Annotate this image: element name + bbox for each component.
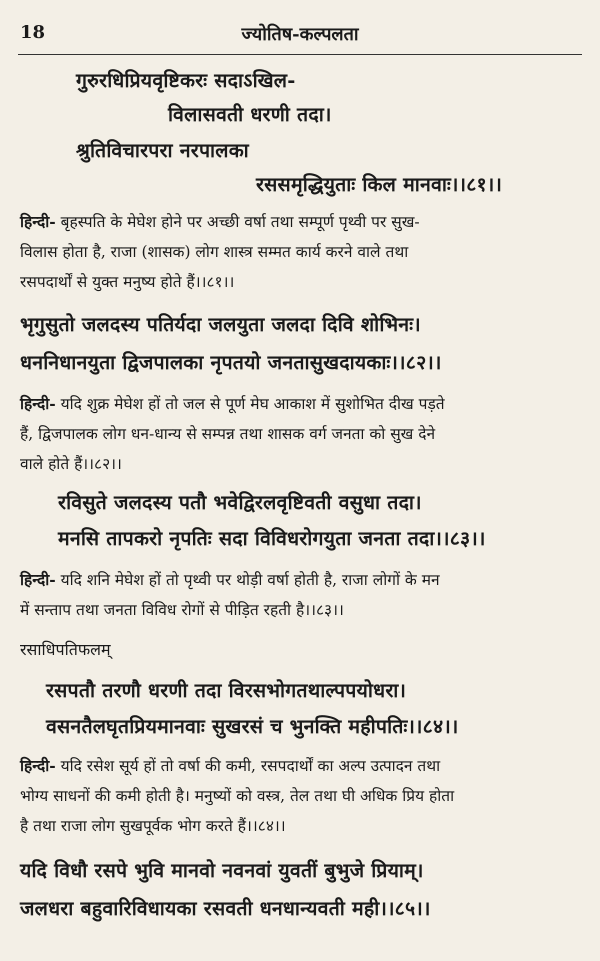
- verse-81-line-4: रससमृद्धियुताः किल मानवाः।।८१।।: [256, 173, 503, 196]
- verse-81-line-3: श्रुतिविचारपरा नरपालका: [76, 139, 249, 162]
- hindi-81-line-2: विलास होता है, राजा (शासक) लोग शास्त्र सम्मत कार्य करने वाले तथा: [20, 243, 409, 261]
- verse-81-line-1: गुरुरधिप्रियवृष्टिकरः सदाऽखिल-: [76, 69, 296, 92]
- hindi-83-line-2: में सन्ताप तथा जनता विविध रोगों से पीड़ित रहती है।।८३।।: [20, 601, 344, 619]
- hindi-82-line-2: हैं, द्विजपालक लोग धन-धान्य से सम्पन्न तथा शासक वर्ग जनता को सुख देने: [20, 425, 436, 443]
- verse-82-line-2: धननिधानयुता द्विजपालका नृपतयो जनतासुखदायकाः।।८२।।: [20, 351, 442, 374]
- verse-82-line-1: भृगुसुतो जलदस्य पतिर्यदा जलयुता जलदा दिवि शोभिनः।: [20, 313, 421, 336]
- verse-83-line-1: रविसुते जलदस्य पतौ भवेद्विरलवृष्टिवती वसुधा तदा।: [58, 491, 422, 514]
- hindi-83-line-1: हिन्दी- यदि शनि मेघेश हों तो पृथ्वी पर थोड़ी वर्षा होती है, राजा लोगों के मन: [20, 570, 440, 589]
- verse-83-line-2: मनसि तापकरो नृपतिः सदा विविधरोगयुता जनता तदा।।८३।।: [58, 527, 486, 550]
- header-rule: [18, 54, 582, 55]
- hindi-84-line-3: है तथा राजा लोग सुखपूर्वक भोग करते हैं।।८४।।: [20, 817, 286, 835]
- verse-84-line-2: वसनतैलघृतप्रियमानवाः सुखरसं च भुनक्ति महीपतिः।।८४।।: [46, 715, 459, 738]
- verse-81-line-2: विलासवती धरणी तदा।: [168, 103, 332, 126]
- hindi-label: हिन्दी-: [20, 394, 56, 413]
- hindi-label: हिन्दी-: [20, 570, 56, 589]
- page-number: 18: [20, 22, 46, 43]
- page-header: [20, 22, 580, 50]
- hindi-label: हिन्दी-: [20, 756, 56, 775]
- verse-85-line-1: यदि विधौ रसपे भुवि मानवो नवनवां युवतीं बुभुजे प्रियाम्।: [20, 859, 424, 882]
- hindi-82-line-1: हिन्दी- यदि शुक्र मेघेश हों तो जल से पूर्ण मेघ आकाश में सुशोभित दीख पड़ते: [20, 394, 445, 413]
- hindi-81-line-3: रसपदार्थों से युक्त मनुष्य होते हैं।।८१।।: [20, 273, 235, 291]
- section-heading: रसाधिपतिफलम्: [20, 640, 111, 659]
- verse-84-line-1: रसपतौ तरणौ धरणी तदा विरसभोगतथाल्पपयोधरा।: [46, 679, 407, 702]
- hindi-82-line-3: वाले होते हैं।।८२।।: [20, 455, 122, 473]
- hindi-81-line-1: हिन्दी- बृहस्पति के मेघेश होने पर अच्छी वर्षा तथा सम्पूर्ण पृथ्वी पर सुख-: [20, 212, 420, 231]
- verse-85-line-2: जलधरा बहुवारिविधायका रसवती धनधान्यवती मही।।८५।।: [20, 897, 431, 920]
- running-title: ज्योतिष-कल्पलता: [241, 24, 359, 45]
- hindi-label: हिन्दी-: [20, 212, 56, 231]
- hindi-84-line-1: हिन्दी- यदि रसेश सूर्य हों तो वर्षा की कमी, रसपदार्थों का अल्प उत्पादन तथा: [20, 756, 441, 775]
- hindi-84-line-2: भोग्य साधनों की कमी होती है। मनुष्यों को वस्त्र, तेल तथा घी अधिक प्रिय होता: [20, 787, 455, 805]
